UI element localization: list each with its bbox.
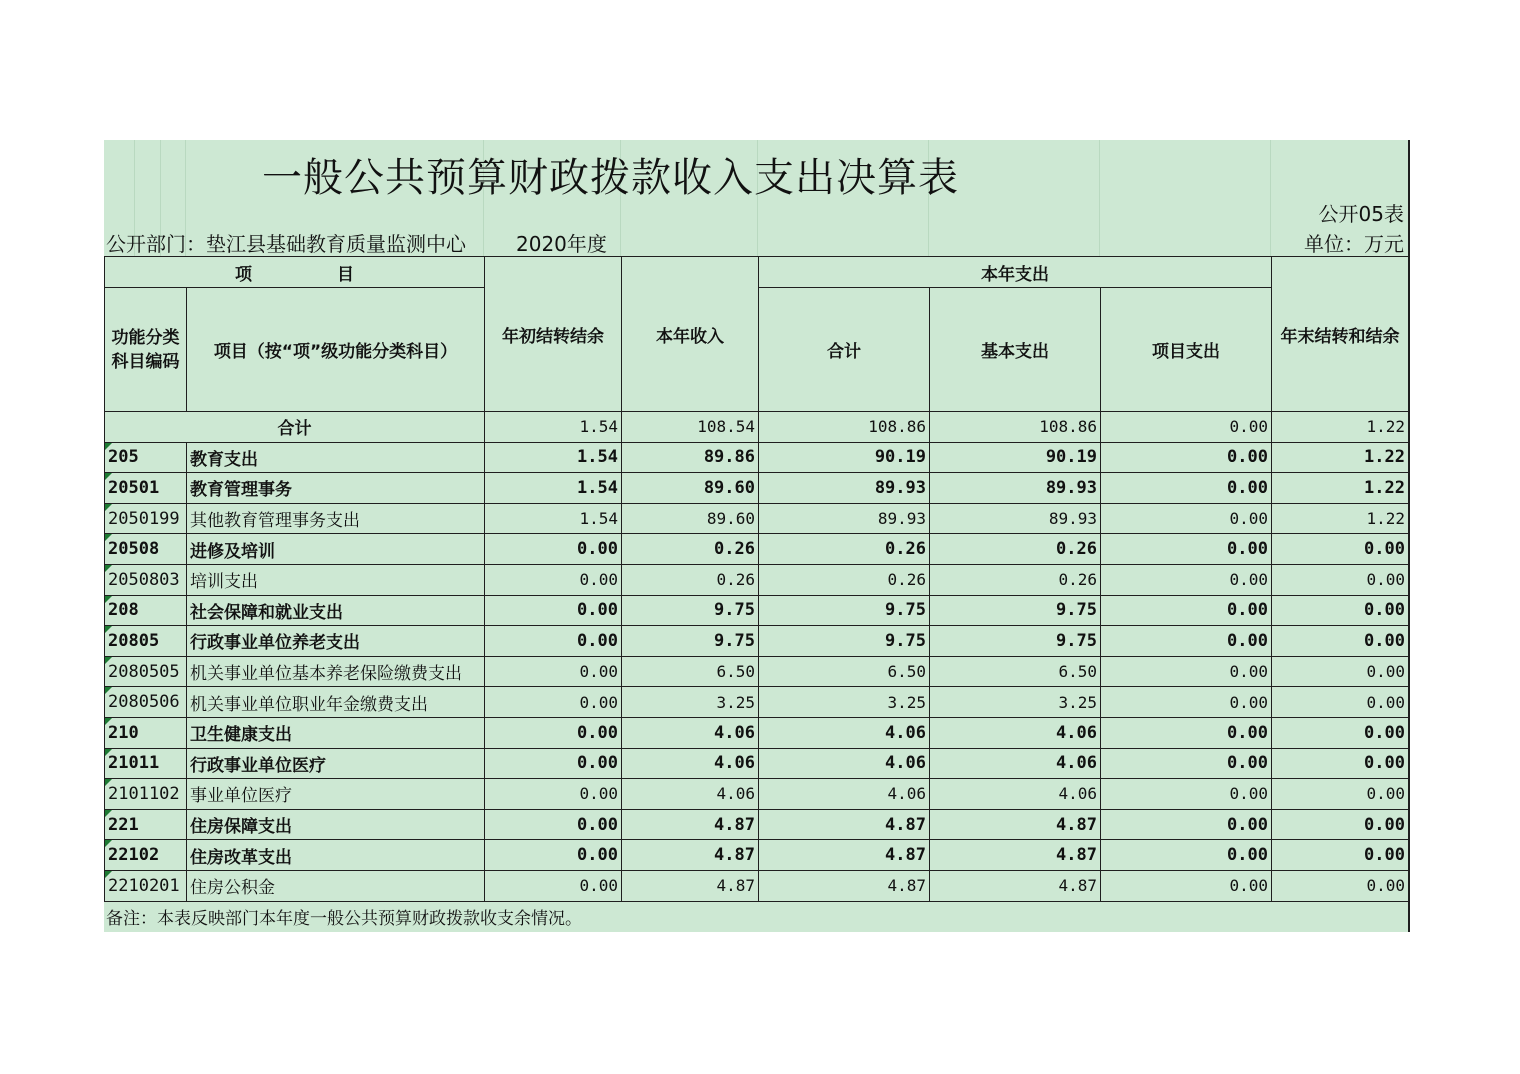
row-code: 210 [105,717,187,748]
row-income: 6.50 [622,656,759,687]
row-basic: 89.93 [930,503,1101,534]
header-income: 本年收入 [622,257,759,412]
row-total: 4.87 [759,840,930,871]
row-income: 3.25 [622,687,759,718]
row-total: 9.75 [759,595,930,626]
row-project: 0.00 [1101,840,1272,871]
row-begin: 0.00 [485,748,622,779]
unit-label: 单位：万元 [1304,232,1404,256]
row-total: 0.26 [759,564,930,595]
table-row [105,717,1409,748]
table-row [105,503,1409,534]
table-row [105,442,1409,473]
table-row [105,748,1409,779]
row-basic: 9.75 [930,595,1101,626]
row-end: 0.00 [1272,809,1409,840]
total-begin: 1.54 [485,412,622,443]
row-begin: 1.54 [485,442,622,473]
row-end: 0.00 [1272,779,1409,810]
row-total: 4.87 [759,870,930,901]
row-income: 4.87 [622,870,759,901]
row-code: 2101102 [105,779,187,810]
row-basic: 89.93 [930,473,1101,504]
row-basic: 4.87 [930,870,1101,901]
table-row [105,473,1409,504]
row-code: 2050199 [105,503,187,534]
row-income: 4.06 [622,748,759,779]
total-label: 合计 [105,412,485,443]
header-item: 项 目 [105,257,485,288]
row-project: 0.00 [1101,473,1272,504]
row-end: 0.00 [1272,687,1409,718]
table-number: 公开05表 [1318,202,1404,226]
row-name: 住房公积金 [187,870,485,901]
row-basic: 9.75 [930,626,1101,657]
row-begin: 0.00 [485,656,622,687]
row-income: 4.06 [622,717,759,748]
row-begin: 0.00 [485,626,622,657]
row-begin: 0.00 [485,870,622,901]
row-total: 4.87 [759,809,930,840]
row-end: 1.22 [1272,442,1409,473]
row-basic: 90.19 [930,442,1101,473]
row-income: 4.87 [622,840,759,871]
department-label: 公开部门：垫江县基础教育质量监测中心 [106,232,466,256]
row-end: 0.00 [1272,748,1409,779]
header-end-balance: 年末结转和结余 [1272,257,1409,412]
row-begin: 0.00 [485,564,622,595]
row-project: 0.00 [1101,656,1272,687]
row-project: 0.00 [1101,503,1272,534]
row-income: 89.60 [622,473,759,504]
table-row [105,595,1409,626]
row-code: 20501 [105,473,187,504]
row-project: 0.00 [1101,687,1272,718]
row-total: 3.25 [759,687,930,718]
row-name: 机关事业单位职业年金缴费支出 [187,687,485,718]
row-name: 事业单位医疗 [187,779,485,810]
row-income: 4.06 [622,779,759,810]
row-code: 221 [105,809,187,840]
header-expense-project: 项目支出 [1101,288,1272,412]
budget-table [104,256,1409,902]
row-project: 0.00 [1101,564,1272,595]
row-project: 0.00 [1101,809,1272,840]
row-name: 教育管理事务 [187,473,485,504]
row-name: 住房保障支出 [187,809,485,840]
row-basic: 4.87 [930,809,1101,840]
row-income: 89.60 [622,503,759,534]
row-end: 0.00 [1272,656,1409,687]
spreadsheet-sheet [104,140,1410,932]
row-code: 2050803 [105,564,187,595]
row-begin: 0.00 [485,687,622,718]
table-row [105,870,1409,901]
row-name: 住房改革支出 [187,840,485,871]
row-code: 2210201 [105,870,187,901]
row-basic: 4.06 [930,779,1101,810]
row-project: 0.00 [1101,442,1272,473]
row-project: 0.00 [1101,870,1272,901]
row-project: 0.00 [1101,534,1272,565]
row-basic: 4.06 [930,717,1101,748]
row-name: 教育支出 [187,442,485,473]
row-end: 0.00 [1272,840,1409,871]
row-begin: 0.00 [485,717,622,748]
row-code: 20508 [105,534,187,565]
total-row [105,412,1409,443]
total-income: 108.54 [622,412,759,443]
row-name: 社会保障和就业支出 [187,595,485,626]
row-total: 89.93 [759,473,930,504]
row-code: 2080505 [105,656,187,687]
total-expense-project: 0.00 [1101,412,1272,443]
header-expense-group: 本年支出 [759,257,1272,288]
row-income: 9.75 [622,595,759,626]
table-row [105,564,1409,595]
row-code: 20805 [105,626,187,657]
row-total: 6.50 [759,656,930,687]
row-end: 1.22 [1272,503,1409,534]
row-income: 4.87 [622,809,759,840]
table-row [105,534,1409,565]
row-end: 0.00 [1272,564,1409,595]
row-basic: 4.06 [930,748,1101,779]
row-name: 行政事业单位医疗 [187,748,485,779]
row-income: 9.75 [622,626,759,657]
row-income: 0.26 [622,534,759,565]
row-total: 0.26 [759,534,930,565]
total-expense-total: 108.86 [759,412,930,443]
row-basic: 0.26 [930,564,1101,595]
row-basic: 4.87 [930,840,1101,871]
row-begin: 1.54 [485,473,622,504]
row-name: 培训支出 [187,564,485,595]
table-row [105,626,1409,657]
row-name: 卫生健康支出 [187,717,485,748]
header-name: 项目（按“项”级功能分类科目） [187,288,485,412]
row-project: 0.00 [1101,595,1272,626]
footnote: 备注：本表反映部门本年度一般公共预算财政拨款收支余情况。 [106,909,582,929]
row-basic: 3.25 [930,687,1101,718]
row-total: 89.93 [759,503,930,534]
row-begin: 0.00 [485,840,622,871]
row-code: 21011 [105,748,187,779]
row-end: 0.00 [1272,534,1409,565]
header-expense-basic: 基本支出 [930,288,1101,412]
row-project: 0.00 [1101,626,1272,657]
row-code: 208 [105,595,187,626]
row-total: 4.06 [759,779,930,810]
row-begin: 0.00 [485,595,622,626]
table-row [105,779,1409,810]
row-total: 90.19 [759,442,930,473]
row-total: 4.06 [759,748,930,779]
row-begin: 0.00 [485,809,622,840]
row-total: 9.75 [759,626,930,657]
row-end: 1.22 [1272,473,1409,504]
row-name: 其他教育管理事务支出 [187,503,485,534]
header-code: 功能分类科目编码 [105,288,187,412]
row-end: 0.00 [1272,717,1409,748]
row-code: 2080506 [105,687,187,718]
row-project: 0.00 [1101,779,1272,810]
row-code: 22102 [105,840,187,871]
table-row [105,809,1409,840]
row-begin: 0.00 [485,534,622,565]
total-expense-basic: 108.86 [930,412,1101,443]
row-project: 0.00 [1101,748,1272,779]
row-begin: 0.00 [485,779,622,810]
row-begin: 1.54 [485,503,622,534]
row-end: 0.00 [1272,870,1409,901]
row-name: 进修及培训 [187,534,485,565]
row-basic: 0.26 [930,534,1101,565]
header-begin-balance: 年初结转结余 [485,257,622,412]
header-expense-total: 合计 [759,288,930,412]
row-income: 0.26 [622,564,759,595]
total-end: 1.22 [1272,412,1409,443]
row-name: 机关事业单位基本养老保险缴费支出 [187,656,485,687]
row-basic: 6.50 [930,656,1101,687]
row-name: 行政事业单位养老支出 [187,626,485,657]
page-title: 一般公共预算财政拨款收入支出决算表 [262,155,959,201]
table-row [105,840,1409,871]
row-end: 0.00 [1272,595,1409,626]
row-end: 0.00 [1272,626,1409,657]
fiscal-year: 2020年度 [516,232,607,256]
row-code: 205 [105,442,187,473]
table-row [105,656,1409,687]
row-project: 0.00 [1101,717,1272,748]
row-income: 89.86 [622,442,759,473]
row-total: 4.06 [759,717,930,748]
table-row [105,687,1409,718]
